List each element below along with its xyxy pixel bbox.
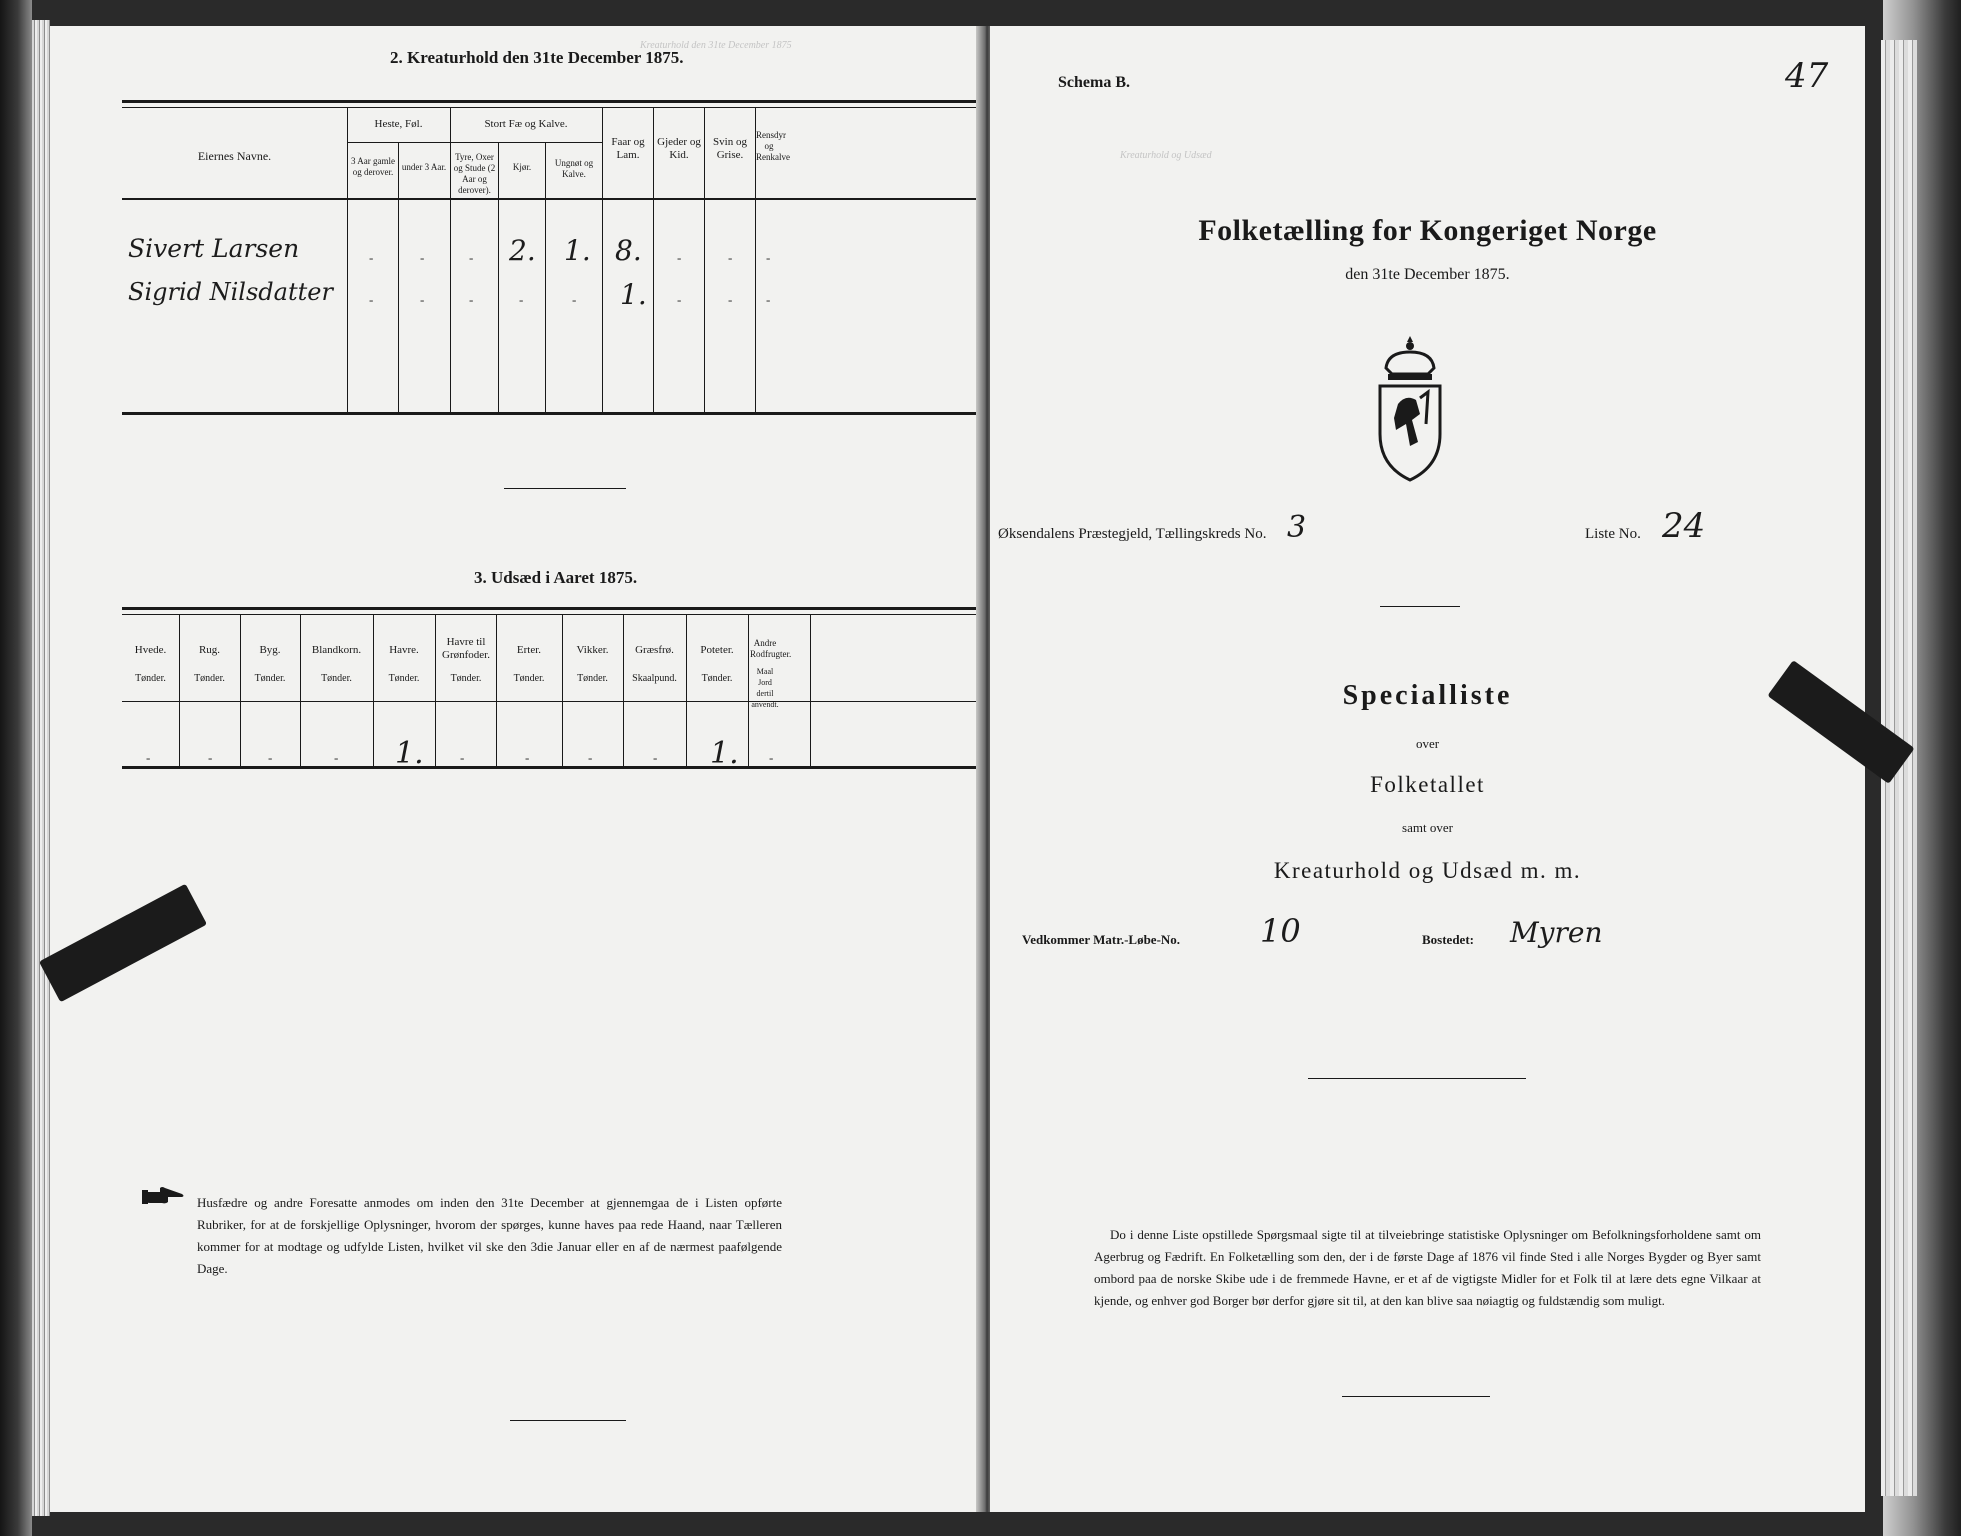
bleed-through-text-right: Kreaturhold og Udsæd <box>1120 150 1212 161</box>
census-date: den 31te December 1875. <box>1345 266 1510 283</box>
seed-col-havre-gronfoder: Havre til Grønfoder. <box>442 636 490 661</box>
seed-unit-havre: Tønder. <box>388 673 420 684</box>
seed-col-poteter: Poteter. <box>700 644 734 656</box>
header-rensdyr: Rensdyr og Renkalve <box>756 130 790 162</box>
cell-r2-rensdyr: - <box>766 292 771 307</box>
cell-r1-heste-b: - <box>420 250 425 265</box>
kreaturhold-udsaed-text: Kreaturhold og Udsæd m. m. <box>1273 858 1582 883</box>
seed-col-erter: Erter. <box>516 644 542 656</box>
seed-val-vikker: - <box>588 750 593 765</box>
samt-over-text: samt over <box>1402 820 1453 835</box>
notice-text: Husfædre og andre Foresatte anmodes om inden den 31te December at gjennemgaa de i Listen opførte Rubriker, for at de forskjellige Oplysninger, hvorom der spørges, kunne haves paa rede Haand, naar Tælleren kommer for at modtage og udfylde Listen, hvilket vil ske den 3die Januar eller en af de nærmest paafølgende Dage. <box>197 1195 782 1276</box>
seed-col-graesfro: Græsfrø. <box>635 644 674 656</box>
header-svin: Svin og Grise. <box>713 136 747 161</box>
seed-unit-hvede: Tønder. <box>135 673 166 684</box>
seed-val-andre: - <box>769 750 774 765</box>
cell-r1-tyre: - <box>469 250 474 265</box>
cell-r1-svin: - <box>728 250 733 265</box>
page-number: 47 <box>1785 56 1829 96</box>
bosted-label: Bostedet: <box>1422 932 1474 947</box>
cell-r1-ungnot: 1. <box>564 234 591 267</box>
seed-val-poteter: 1. <box>710 736 739 771</box>
seed-unit-graesfro: Skaalpund. <box>632 673 677 684</box>
bottom-rule-right <box>1342 1396 1490 1397</box>
seed-col-vikker: Vikker. <box>576 644 609 656</box>
cell-r2-gjeder: - <box>677 292 682 307</box>
seed-val-hvede: - <box>146 750 151 765</box>
page-edges-left <box>32 20 50 1516</box>
pointing-hand-icon <box>142 1184 186 1211</box>
seed-unit-byg: Tønder. <box>254 673 286 684</box>
header-heste: Heste, Føl. <box>374 118 423 130</box>
seed-val-byg: - <box>268 750 273 765</box>
cell-r2-faar: 1. <box>620 278 647 311</box>
bosted-value: Myren <box>1510 916 1603 949</box>
census-title: Folketælling for Kongeriget Norge <box>1198 214 1657 247</box>
prestegjeld-label: Øksendalens Præstegjeld, Tællingskreds No. <box>998 526 1267 542</box>
seed-unit-poteter: Tønder. <box>701 673 733 684</box>
cell-r2-ungnot: - <box>572 292 577 307</box>
seed-val-havre-gronfoder: - <box>460 750 465 765</box>
seed-val-rug: - <box>208 750 213 765</box>
cell-r1-faar: 8. <box>615 234 642 267</box>
coat-of-arms-icon <box>1372 334 1448 487</box>
specialliste-title: Specialliste <box>1342 680 1513 711</box>
matr-number: 10 <box>1260 912 1301 950</box>
cell-r1-gjeder: - <box>677 250 682 265</box>
bleed-through-text: Kreaturhold den 31te December 1875 <box>640 40 792 51</box>
cell-r1-kjor: 2. <box>509 234 536 267</box>
over-text-1: over <box>1415 736 1440 751</box>
seed-unit-havre-gronfoder: Tønder. <box>450 673 482 684</box>
header-tyre-oxer: Tyre, Oxer og Stude (2 Aar og derover). <box>453 152 496 195</box>
header-stort-fae: Stort Fæ og Kalve. <box>484 118 568 130</box>
seed-unit-andre: Maal Jord dertil anvendt. <box>751 667 779 709</box>
bottom-rule-left <box>510 1420 626 1421</box>
seed-val-graesfro: - <box>653 750 658 765</box>
cell-r2-tyre: - <box>469 292 474 307</box>
kreds-number: 3 <box>1287 510 1307 545</box>
liste-label: Liste No. <box>1585 526 1641 542</box>
cell-r2-svin: - <box>728 292 733 307</box>
intro-text: Do i denne Liste opstillede Spørgsmaal sigte til at tilveiebringe statistiske Oplysninger om Befolkningsforholdene samt om Agerbrug og Fædrift. En Folketælling som den, der i de første Dage af 1876 vil finde Sted i alle Norges Bygder og Byer samt ombord paa de norske Skibe ude i de fremmede Havne, er et af de vigtigste Midler for et Folk til at lære dets egne Vilkaar at kjende, og enhver god Borger bør derfor gjøre sit til, at den kan blive saa nøiagtig og fuldstændig som muligt. <box>1094 1227 1761 1308</box>
cell-r2-heste-a: - <box>369 292 374 307</box>
header-owner-name: Eiernes Navne. <box>197 149 272 163</box>
header-ungnot: Ungnøt og Kalve. <box>554 158 594 179</box>
seed-col-hvede: Hvede. <box>134 644 167 656</box>
cell-r1-rensdyr: - <box>766 250 771 265</box>
cell-r2-heste-b: - <box>420 292 425 307</box>
seed-unit-erter: Tønder. <box>513 673 545 684</box>
seed-col-byg: Byg. <box>259 644 281 656</box>
seed-val-blandkorn: - <box>334 750 339 765</box>
header-heste-3aar: 3 Aar gamle og derover. <box>351 156 395 177</box>
liste-number: 24 <box>1662 506 1706 546</box>
header-heste-under3: under 3 Aar. <box>401 162 447 172</box>
seed-val-havre: 1. <box>395 736 424 771</box>
header-gjeder: Gjeder og Kid. <box>657 136 701 161</box>
separator-rule <box>504 488 626 489</box>
owner-name-row-2: Sigrid Nilsdatter <box>128 278 333 306</box>
mid-rule-right <box>1308 1078 1526 1079</box>
cell-r1-heste-a: - <box>369 250 374 265</box>
section2-title: 2. Kreaturhold den 31te December 1875. <box>390 48 684 67</box>
left-page <box>50 26 982 1512</box>
matr-label: Vedkommer Matr.-Løbe-No. <box>1022 932 1181 947</box>
seed-col-blandkorn: Blandkorn. <box>311 644 362 656</box>
scan-left-edge <box>0 0 32 1536</box>
seed-unit-blandkorn: Tønder. <box>321 673 352 684</box>
header-kjor: Kjør. <box>512 162 532 172</box>
short-rule <box>1380 606 1460 607</box>
right-page <box>990 26 1865 1512</box>
seed-val-erter: - <box>525 750 530 765</box>
schema-label: Schema B. <box>1058 74 1130 91</box>
seed-col-havre: Havre. <box>389 644 419 656</box>
owner-name-row-1: Sivert Larsen <box>128 234 300 263</box>
cell-r2-kjor: - <box>519 292 524 307</box>
seed-col-rug: Rug. <box>198 644 221 656</box>
seed-col-andre: Andre Rodfrugter. <box>750 638 792 659</box>
header-faar: Faar og Lam. <box>611 136 645 161</box>
seed-unit-vikker: Tønder. <box>577 673 608 684</box>
section3-title: 3. Udsæd i Aaret 1875. <box>474 568 638 587</box>
seed-unit-rug: Tønder. <box>194 673 225 684</box>
folketallet-text: Folketallet <box>1370 772 1485 797</box>
